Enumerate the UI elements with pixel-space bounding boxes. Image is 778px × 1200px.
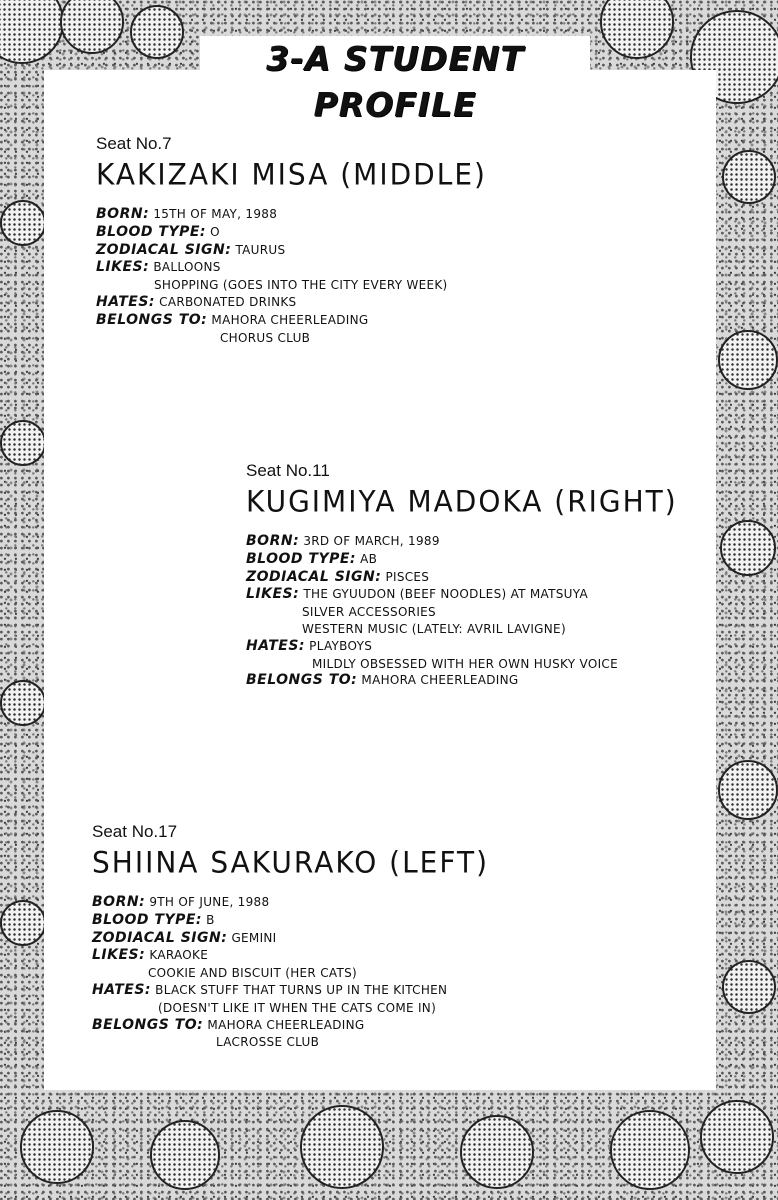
flower-decoration: [718, 330, 778, 390]
blood-row: [246, 551, 678, 569]
likes-continuation: SILVER ACCESSORIES: [302, 605, 436, 620]
belongs-continuation: LACROSSE CLUB: [216, 1035, 320, 1050]
flower-decoration: [722, 960, 776, 1014]
seat-number: Seat No.7: [96, 134, 172, 153]
hates-label: HATES:: [92, 981, 152, 998]
flower-decoration: [130, 5, 184, 59]
zodiac-value: GEMINI: [231, 930, 277, 945]
belongs-value: MAHORA CHEERLEADING: [211, 312, 369, 327]
born-label: BORN:: [96, 206, 150, 222]
born-row: [96, 206, 487, 224]
blood-label: BLOOD TYPE:: [96, 223, 207, 240]
flower-decoration: [700, 1100, 774, 1174]
likes-row: [246, 586, 678, 604]
zodiac-row: [92, 930, 489, 948]
born-value: 3RD OF MARCH, 1989: [303, 534, 440, 548]
likes-continuation: SHOPPING (GOES INTO THE CITY EVERY WEEK): [154, 278, 448, 293]
profile-card: [246, 461, 678, 690]
likes-label: LIKES:: [92, 947, 146, 964]
flower-decoration: [720, 520, 776, 576]
born-label: BORN:: [92, 894, 146, 910]
seat-number: Seat No.17: [92, 822, 178, 841]
belongs-row: [246, 672, 678, 690]
blood-value: B: [206, 912, 215, 927]
likes-value: KARAOKE: [149, 948, 209, 963]
hates-label: HATES:: [96, 293, 156, 310]
belongs-value: MAHORA CHEERLEADING: [207, 1017, 365, 1032]
profile-card: [96, 134, 487, 346]
blood-value: O: [210, 224, 220, 239]
flower-decoration: [0, 0, 64, 64]
flower-decoration: [0, 200, 46, 246]
flower-decoration: [0, 680, 46, 726]
likes-label: LIKES:: [246, 586, 300, 603]
likes-value: BALLOONS: [153, 260, 221, 275]
born-value: 9TH OF JUNE, 1988: [149, 895, 270, 909]
hates-row: [96, 294, 487, 312]
belongs-label: BELONGS TO:: [96, 311, 208, 328]
zodiac-row: [96, 242, 487, 260]
zodiac-label: ZODIACAL SIGN:: [96, 241, 232, 258]
student-name: SHIINA SAKURAKO (LEFT): [92, 845, 489, 880]
belongs-row: [92, 1017, 489, 1035]
blood-row: [92, 912, 489, 930]
likes-row: [96, 259, 487, 277]
zodiac-label: ZODIACAL SIGN:: [246, 568, 382, 585]
born-row: [92, 894, 489, 912]
blood-row: [96, 224, 487, 242]
flower-decoration: [0, 900, 46, 946]
flower-decoration: [20, 1110, 94, 1184]
blood-label: BLOOD TYPE:: [246, 550, 357, 567]
zodiac-row: [246, 569, 678, 587]
flower-decoration: [718, 760, 778, 820]
belongs-value: MAHORA CHEERLEADING: [361, 673, 519, 688]
hates-value: CARBONATED DRINKS: [159, 294, 297, 309]
flower-decoration: [0, 420, 46, 466]
page-title: 3-A STUDENT PROFILE: [200, 36, 590, 82]
born-row: [246, 533, 678, 551]
flower-decoration: [60, 0, 124, 54]
flower-decoration: [150, 1120, 220, 1190]
flower-decoration: [460, 1115, 534, 1189]
blood-label: BLOOD TYPE:: [92, 911, 203, 928]
zodiac-label: ZODIACAL SIGN:: [92, 929, 228, 946]
likes-row: [92, 947, 489, 965]
hates-continuation: MILDLY OBSESSED WITH HER OWN HUSKY VOICE: [312, 656, 618, 671]
born-value: 15TH OF MAY, 1988: [153, 207, 278, 221]
belongs-label: BELONGS TO:: [246, 672, 358, 689]
seat-number: Seat No.11: [246, 461, 330, 480]
hates-row: [246, 638, 678, 656]
student-name: KUGIMIYA MADOKA (RIGHT): [246, 484, 678, 519]
flower-decoration: [600, 0, 674, 59]
flower-decoration: [610, 1110, 690, 1190]
born-label: BORN:: [246, 533, 300, 549]
likes-label: LIKES:: [96, 259, 150, 276]
hates-row: [92, 982, 489, 1000]
likes-value: THE GYUUDON (BEEF NOODLES) AT MATSUYA: [303, 587, 588, 602]
blood-value: AB: [360, 551, 378, 566]
belongs-label: BELONGS TO:: [92, 1016, 204, 1033]
hates-label: HATES:: [246, 637, 306, 654]
likes-continuation: COOKIE AND BISCUIT (HER CATS): [148, 966, 357, 981]
zodiac-value: TAURUS: [235, 242, 286, 257]
hates-value: BLACK STUFF THAT TURNS UP IN THE KITCHEN: [155, 982, 448, 997]
hates-continuation: (DOESN'T LIKE IT WHEN THE CATS COME IN): [158, 1000, 437, 1015]
student-name: KAKIZAKI MISA (MIDDLE): [96, 157, 487, 192]
flower-decoration: [300, 1105, 384, 1189]
zodiac-value: PISCES: [385, 569, 430, 584]
flower-decoration: [722, 150, 776, 204]
profile-card: [92, 822, 489, 1051]
likes-continuation: WESTERN MUSIC (LATELY: AVRIL LAVIGNE): [302, 621, 566, 636]
belongs-continuation: CHORUS CLUB: [220, 330, 311, 345]
belongs-row: [96, 312, 487, 330]
hates-value: PLAYBOYS: [309, 638, 373, 653]
